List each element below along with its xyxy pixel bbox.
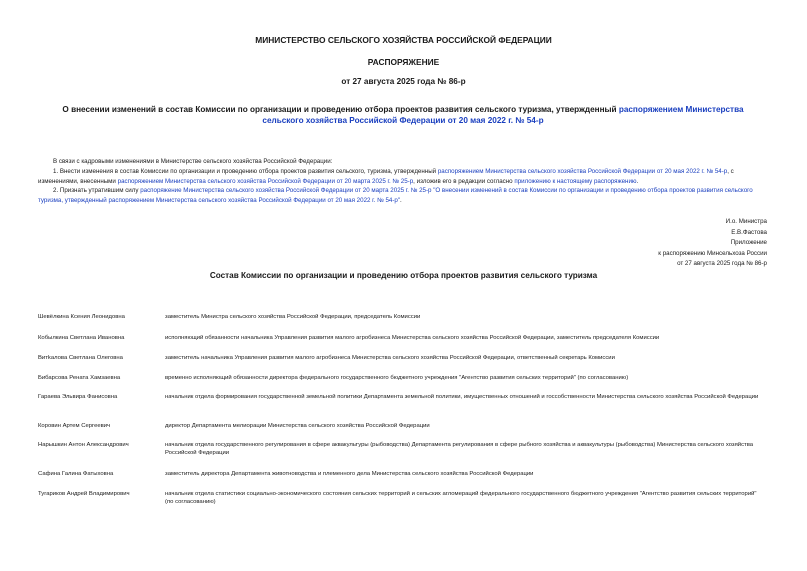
appendix-label: Приложение bbox=[730, 239, 767, 246]
item-2-paragraph bbox=[38, 186, 770, 206]
item-2-text-a: 2. Признать утратившим силу bbox=[53, 187, 141, 195]
intro-paragraph: В связи с кадровыми изменениями в Министерстве сельского хозяйства Российской Федерации: bbox=[53, 158, 333, 165]
item-2-text-b: . bbox=[400, 197, 402, 205]
member-name: Витkалова Светлана Олеговна bbox=[38, 355, 123, 361]
ministry-heading: МИНИСТЕРСТВО СЕЛЬСКОГО ХОЗЯЙСТВА РОССИЙСКОЙ ФЕДЕРАЦИИ bbox=[255, 35, 552, 45]
member-position: директор Департамента мелиорации Министерства сельского хозяйства Российской Федерации bbox=[165, 423, 430, 429]
document-date-number: от 27 августа 2025 года № 86-р bbox=[341, 77, 466, 86]
member-name: Бибарсова Рената Хамзаевна bbox=[38, 375, 121, 381]
member-name: Нарышкин Антон Александрович bbox=[38, 442, 129, 448]
member-position: заместитель начальника Управления развития малого агробизнеса Министерства сельского хозяйства Российской Федерации, ответственный секретарь Комиссии bbox=[165, 355, 615, 361]
member-name: Шевёлкина Ксения Леонидовна bbox=[38, 314, 125, 320]
member-position: заместитель директора Департамента животноводства и племенного дела Министерства сельского хозяйства Российской Федерации bbox=[165, 471, 534, 477]
appendix-date: от 27 августа 2025 года № 86-р bbox=[677, 260, 767, 267]
item-1-link-order-54[interactable]: распоряжением Министерства сельского хозяйства Российской Федерации от 20 мая 2022 г. № 54-р bbox=[437, 167, 728, 175]
item-1-text-a: 1. Внести изменения в состав Комиссии по организации и проведению отбора проектов развития сельского, туризма, утвержденный bbox=[53, 167, 438, 175]
title-text: О внесении изменений в состав Комиссии по организации и проведению отбора проектов развития сельского туризма, утвержденный bbox=[62, 105, 619, 114]
title-link[interactable]: распоряжением Министерства сельского хозяйства Российской Федерации от 20 мая 2022 г. № 54-р bbox=[262, 105, 744, 125]
signature-block bbox=[567, 217, 767, 270]
item-1-link-appendix[interactable]: приложению к настоящему распоряжению bbox=[514, 177, 637, 185]
item-1-link-order-25[interactable]: распоряжением Министерства сельского хозяйства Российской Федерации от 20 марта 2025 г. № 25-р bbox=[117, 177, 414, 185]
item-1-text-c: , изложив его в редакции согласно bbox=[413, 177, 515, 185]
member-position: начальник отдела государственного регулирования в сфере аквакультуры (рыбоводства) Департамента регулирования в сфере рыбного хозяйства и аквакультуры (рыбоводства) Министерства сельского хозяйства Российской Федерации bbox=[165, 442, 754, 457]
member-name: Тугариков Андрей Владимирович bbox=[38, 491, 130, 497]
item-1-text-d: . bbox=[636, 177, 639, 185]
appendix-reference: к распоряжению Минсельхоза России bbox=[658, 249, 767, 257]
item-1-paragraph bbox=[38, 167, 770, 187]
member-position: начальник отдела статистики социально-экономического состояния сельских территорий и сельских агломераций федерального государственного бюджетного учреждения "Агентство развития сельских территорий" (по согласованию) bbox=[165, 491, 757, 506]
member-position: начальник отдела формирования государственной земельной политики Департамента земельной политики, имущественных отношений и госсобственности Министерства сельского хозяйства Российской Федерации bbox=[165, 394, 759, 400]
member-position: временно исполняющий обязанности директора федерального государственного бюджетного учреждения "Агентство развития сельских территорий" (по согласованию) bbox=[165, 375, 629, 381]
item-1-text-b: , с изменениями, внесенными bbox=[38, 167, 734, 185]
member-name: Кобылкина Светлана Ивановна bbox=[38, 335, 125, 341]
document-title bbox=[58, 104, 748, 126]
document-body bbox=[38, 157, 770, 206]
document-type: РАСПОРЯЖЕНИЕ bbox=[367, 57, 440, 67]
member-name: Сафина Галина Фатыховна bbox=[38, 471, 114, 477]
member-name: Коровин Артем Сергеевич bbox=[38, 423, 111, 429]
item-2-link-order-25[interactable]: распоряжение Министерства сельского хозяйства Российской Федерации от 20 марта 2025 г. № 25-р "О внесении изменений в состав Комиссии по организации и проведению отбора проектов развития сельского туризма, утвержденный распоряжением Министерства сельского хозяйства Российской Федерации от 20 мая 2022 г. № 54-р" bbox=[38, 187, 753, 205]
signer-name: Е.В.Фастова bbox=[731, 228, 767, 236]
composition-title: Состав Комиссии по организации и проведению отбора проектов развития сельского туризма bbox=[209, 271, 598, 280]
member-position: исполняющий обязанности начальника Управления развития малого агробизнеса Министерства сельского хозяйства Российской Федерации, заместитель председателя Комиссии bbox=[165, 335, 660, 341]
member-name: Гараева Эльвира Фанисовна bbox=[38, 394, 118, 400]
member-position: заместитель Министра сельского хозяйства Российской Федерации, председатель Комиссии bbox=[165, 314, 421, 320]
signer-position: И.о. Министра bbox=[725, 218, 767, 225]
